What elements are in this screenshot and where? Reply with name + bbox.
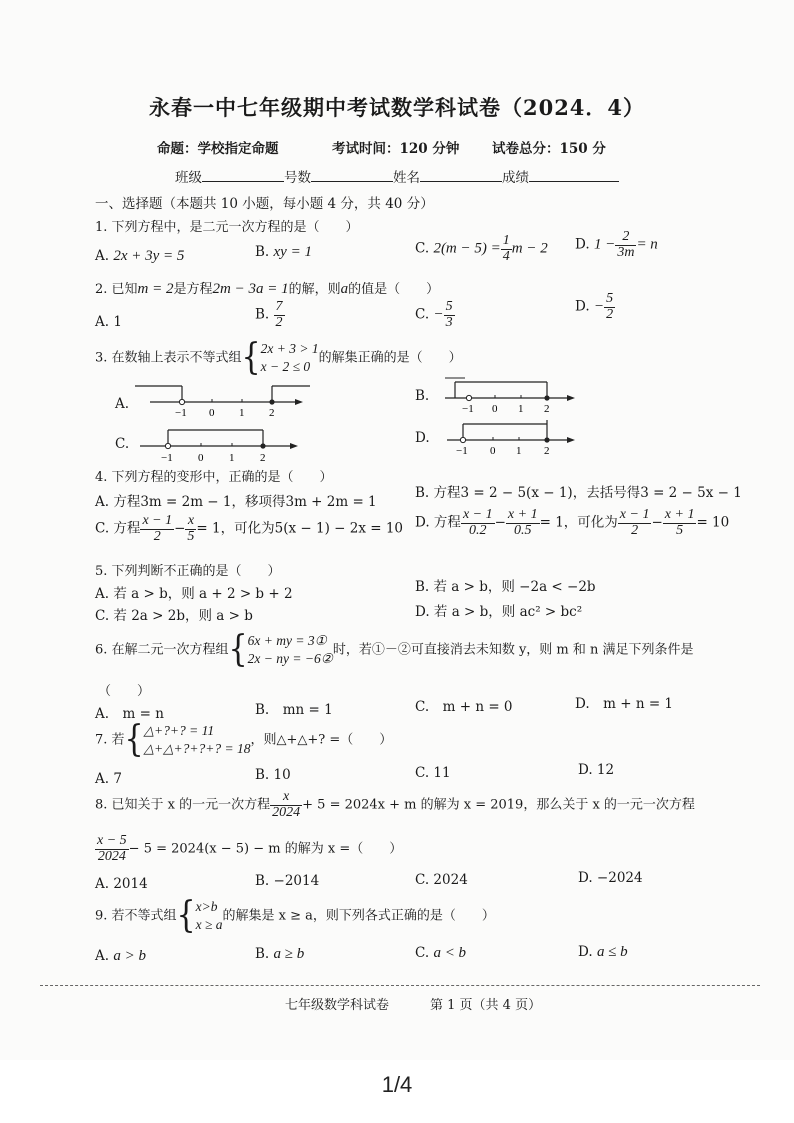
class-field[interactable] [202, 169, 284, 182]
q5-option-d[interactable]: D. 若 a > b，则 ac² > bc² [415, 604, 583, 620]
svg-text:−1: −1 [175, 407, 187, 419]
q9-stem: 9. 若不等式组{x>b x ≥ a的解集是 x ≥ a，则下列各式正确的是（ ） [95, 894, 495, 937]
svg-text:2: 2 [260, 452, 266, 464]
svg-text:1: 1 [516, 445, 522, 457]
q8-stem-line2: $\frac{x - 5}{2024}$ − 5 = 2024(x − 5) − m 的解为 x =（ ） [97, 833, 403, 864]
number-label: 号数 [284, 170, 311, 186]
q3-stem: 3. 在数轴上表示不等式组{2x + 3 > 1 x − 2 ≤ 0的解集正确的是（ ） [95, 336, 462, 379]
page-indicator: 1/4 [381, 1072, 413, 1097]
svg-text:2: 2 [269, 407, 275, 419]
footer-subject: 七年级数学科试卷 [285, 998, 390, 1013]
q1-option-c[interactable]: C. 2(m − 5) = $\frac{1}{4}$ m − 2 [415, 233, 548, 264]
q9-option-a[interactable]: A. a > b [95, 948, 146, 964]
q2-option-b[interactable]: B. $\frac{7}{2}$ [255, 299, 283, 330]
total-score: 试卷总分：150 分 [492, 141, 606, 157]
q2-option-d[interactable]: D. − $\frac{5}{2}$ [575, 291, 614, 322]
footer-page-number: 第 1 页（共 4 页） [430, 998, 542, 1013]
q5-option-a[interactable]: A. 若 a > b，则 a + 2 > b + 2 [95, 586, 293, 602]
number-field[interactable] [311, 169, 393, 182]
q1-option-a[interactable]: A. 2x + 3y = 5 [95, 248, 185, 264]
q8-stem-line1: 8. 已知关于 x 的一元一次方程 $\frac{x}{2024}$ + 5 = 2024x + m 的解为 x = 2019，那么关于 x 的一元一次方程 [95, 789, 695, 820]
q2-option-a[interactable]: A. 1 [95, 314, 122, 330]
q1-option-d[interactable]: D. 1 − $\frac{2}{3m}$ = n [575, 229, 658, 260]
svg-text:1: 1 [229, 452, 235, 464]
q4-option-c[interactable]: C. 方程 $\frac{x - 1}{2}$ − $\frac{x}{5}$ = 1，可化为5(x − 1) − 2x = 10 [95, 513, 404, 544]
score-field[interactable] [529, 169, 619, 182]
q6-answer-paren: （ ） [98, 684, 151, 699]
q7-option-d[interactable]: D. 12 [578, 762, 615, 778]
section-heading: 一、选择题（本题共 10 小题，每小题 4 分，共 40 分） [95, 196, 434, 212]
q5-option-b[interactable]: B. 若 a > b，则 −2a < −2b [415, 579, 596, 595]
q3-option-c[interactable]: C. [115, 436, 130, 452]
svg-text:−1: −1 [161, 452, 173, 464]
page-title: 永春一中七年级期中考试数学科试卷（2024．4） [148, 95, 646, 120]
q9-option-d[interactable]: D. a ≤ b [578, 944, 628, 960]
svg-text:0: 0 [490, 445, 496, 457]
svg-text:0: 0 [198, 452, 204, 464]
q3-number-line-a [135, 380, 310, 420]
svg-text:−1: −1 [456, 445, 468, 457]
q3-option-a[interactable]: A. [115, 396, 130, 412]
q9-option-c[interactable]: C. a < b [415, 945, 467, 961]
q7-option-c[interactable]: C. 11 [415, 765, 451, 781]
q1-stem: 1. 下列方程中，是二元一次方程的是（ ） [95, 220, 359, 235]
q7-option-b[interactable]: B. 10 [255, 767, 291, 783]
q7-option-a[interactable]: A. 7 [95, 771, 122, 787]
q8-option-a[interactable]: A. 2014 [95, 876, 148, 892]
svg-text:1: 1 [239, 407, 245, 419]
svg-text:−1: −1 [462, 403, 474, 415]
q9-option-b[interactable]: B. a ≥ b [255, 946, 305, 962]
q5-option-c[interactable]: C. 若 2a > 2b，则 a > b [95, 608, 253, 624]
svg-text:0: 0 [209, 407, 215, 419]
setter-info: 命题：学校指定命题 [157, 141, 279, 157]
q8-option-b[interactable]: B. −2014 [255, 873, 320, 889]
svg-text:1: 1 [518, 403, 524, 415]
q5-stem: 5. 下列判断不正确的是（ ） [95, 564, 281, 579]
q1-option-b[interactable]: B. xy = 1 [255, 244, 312, 260]
q8-option-d[interactable]: D. −2024 [578, 870, 643, 886]
q6-option-d[interactable]: D. m + n = 1 [575, 696, 674, 712]
q6-stem: 6. 在解二元一次方程组{6x + my = 3① 2x − ny = −6②时，若①－②可直接消去未知数 y，则 m 和 n 满足下列条件是 [95, 628, 694, 671]
q3-number-line-d [435, 416, 585, 458]
q3-number-line-c [135, 422, 305, 466]
student-info-line [175, 166, 619, 186]
q7-stem: 7. 若{△+?+? = 11 △+△+?+?+? = 18，则△+△+? =（ ） [95, 718, 393, 761]
svg-text:0: 0 [492, 403, 498, 415]
score-label: 成绩 [502, 170, 529, 186]
q4-option-d[interactable]: D. 方程 $\frac{x - 1}{0.2}$ − $\frac{x + 1}{0.5}$ = 1，可化为 $\frac{x - 1}{2}$ − $\frac{x + 1}{5}$ = 10 [415, 507, 730, 538]
name-label: 姓名 [393, 170, 420, 186]
q2-option-c[interactable]: C. − $\frac{5}{3}$ [415, 299, 453, 330]
svg-text:2: 2 [544, 403, 550, 415]
q3-number-line-b [435, 374, 585, 416]
q4-option-a[interactable]: A. 方程3m = 2m − 1，移项得3m + 2m = 1 [95, 494, 377, 510]
q3-option-b[interactable]: B. [415, 388, 430, 404]
name-field[interactable] [420, 169, 502, 182]
exam-time: 考试时间：120 分钟 [332, 141, 460, 157]
q4-option-b[interactable]: B. 方程3 = 2 − 5(x − 1)，去括号得3 = 2 − 5x − 1 [415, 485, 742, 501]
q2-stem: 2. 已知m = 2是方程2m − 3a = 1的解，则a的值是（ ） [95, 281, 440, 297]
q6-option-a[interactable]: A. m = n [95, 706, 164, 722]
svg-text:2: 2 [544, 445, 550, 457]
footer-divider [40, 985, 760, 986]
q6-option-b[interactable]: B. mn = 1 [255, 702, 333, 718]
q6-option-c[interactable]: C. m + n = 0 [415, 699, 513, 715]
q8-option-c[interactable]: C. 2024 [415, 872, 468, 888]
class-label: 班级 [175, 170, 202, 186]
q4-stem: 4. 下列方程的变形中，正确的是（ ） [95, 470, 333, 485]
q3-option-d[interactable]: D. [415, 430, 430, 446]
